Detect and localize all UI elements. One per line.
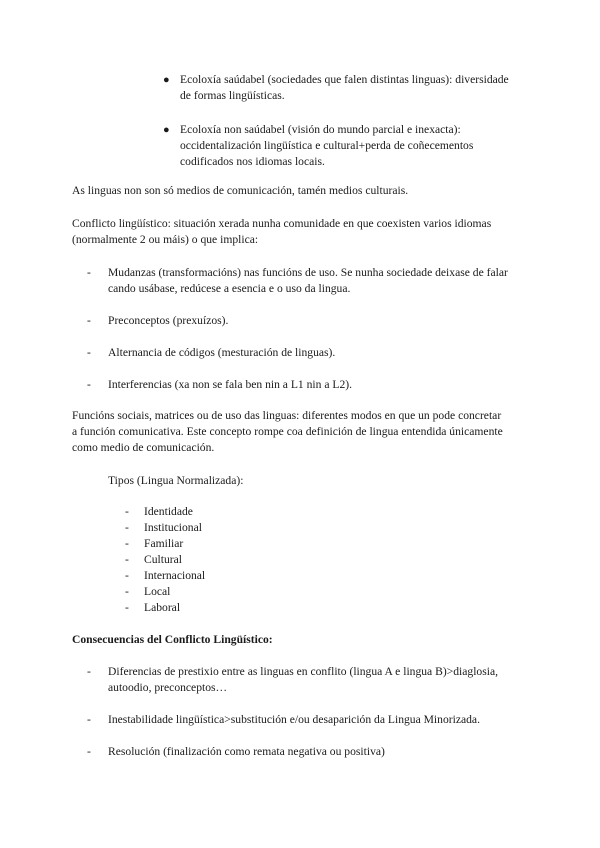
dash-icon: - (125, 553, 129, 566)
tipos-item-label: Internacional (144, 569, 206, 582)
consecuencias-item-1-line1: Diferencias de prestixio entre as linguas en conflito (lingua A e lingua B)>diaglosia, (108, 665, 498, 678)
conflicto-item-3 (87, 345, 336, 361)
dash-icon: - (87, 346, 91, 359)
consecuencias-item-3 (87, 744, 385, 760)
tipos-item-label: Familiar (144, 537, 184, 550)
dash-icon: - (87, 713, 91, 726)
conflicto-item-3-line1: Alternancia de códigos (mesturación de linguas). (108, 346, 336, 359)
dash-icon: - (87, 266, 91, 279)
dash-icon: - (125, 585, 129, 598)
paragraph-conflicto (72, 216, 491, 248)
tipos-item-7 (125, 600, 181, 616)
conflicto-item-1 (87, 265, 508, 297)
consecuencias-heading (72, 632, 273, 648)
eco-bullet-1-line1: Ecoloxía saúdabel (sociedades que falen distintas linguas): diversidade (180, 73, 509, 86)
consecuencias-heading-text: Consecuencias del Conflicto Lingüístico: (72, 633, 273, 646)
dash-icon: - (87, 314, 91, 327)
conflicto-item-4 (87, 377, 353, 393)
consecuencias-item-2 (87, 712, 480, 728)
consecuencias-item-1 (87, 664, 498, 696)
tipos-item-label: Cultural (144, 553, 182, 566)
tipos-item-4 (125, 552, 182, 568)
dash-icon: - (87, 378, 91, 391)
dash-icon: - (125, 521, 129, 534)
consecuencias-item-3-line1: Resolución (finalización como remata negativa ou positiva) (108, 745, 385, 758)
paragraph-funcions-line2: a función comunicativa. Este concepto rompe coa definición de lingua entendida únicamente (72, 425, 503, 438)
tipos-item-2 (125, 520, 202, 536)
dash-icon: - (125, 601, 129, 614)
tipos-item-5 (125, 568, 206, 584)
dash-icon: - (125, 505, 129, 518)
tipos-item-1 (125, 504, 193, 520)
paragraph-linguas: As linguas non son só medios de comunicación, tamén medios culturais. (72, 184, 409, 197)
dash-icon: - (87, 745, 91, 758)
paragraph-funcions-line1: Funcións sociais, matrices ou de uso das linguas: diferentes modos en que un pode concretar (72, 409, 502, 422)
tipos-item-6 (125, 584, 171, 600)
bullet-icon: ● (163, 74, 170, 86)
eco-bullet-2-line2: occidentalización lingüística e cultural+perda de coñecementos (180, 139, 474, 152)
consecuencias-item-2-line1: Inestabilidade lingüística>substitución e/ou desaparición da Lingua Minorizada. (108, 713, 480, 726)
paragraph-conflicto-line2: (normalmente 2 ou máis) o que implica: (72, 233, 259, 246)
tipos-item-3 (125, 536, 184, 552)
paragraph-funcions (72, 408, 503, 456)
bullet-icon: ● (163, 124, 170, 136)
tipos-item-label: Laboral (144, 601, 181, 614)
eco-bullet-2 (163, 122, 474, 170)
eco-bullet-2-line3: codificados nos idiomas locais. (180, 155, 325, 168)
dash-icon: - (125, 569, 129, 582)
conflicto-item-4-line1: Interferencias (xa non se fala ben nin a L1 nin a L2). (108, 378, 353, 391)
eco-bullet-1-line2: de formas lingüísticas. (180, 89, 285, 102)
dash-icon: - (125, 537, 129, 550)
consecuencias-item-1-line2: autoodio, preconceptos… (108, 681, 228, 694)
eco-bullet-2-line1: Ecoloxía non saúdabel (visión do mundo parcial e inexacta): (180, 123, 461, 136)
conflicto-item-1-line2: cando usábase, redúcese a esencia e o uso da lingua. (108, 282, 351, 295)
tipos-item-label: Local (144, 585, 171, 598)
eco-bullet-1 (163, 72, 509, 104)
dash-icon: - (87, 665, 91, 678)
tipos-heading: Tipos (Lingua Normalizada): (108, 474, 244, 487)
tipos-item-label: Identidade (144, 505, 193, 518)
tipos-item-label: Institucional (144, 521, 202, 534)
paragraph-conflicto-line1: Conflicto lingüístico: situación xerada nunha comunidade en que coexisten varios idiomas (72, 217, 492, 230)
conflicto-item-2-line1: Preconceptos (prexuízos). (108, 314, 229, 327)
conflicto-item-1-line1: Mudanzas (transformacións) nas funcións de uso. Se nunha sociedade deixase de falar (108, 266, 508, 279)
paragraph-funcions-line3: como medio de comunicación. (72, 441, 215, 454)
conflicto-item-2 (87, 313, 229, 329)
